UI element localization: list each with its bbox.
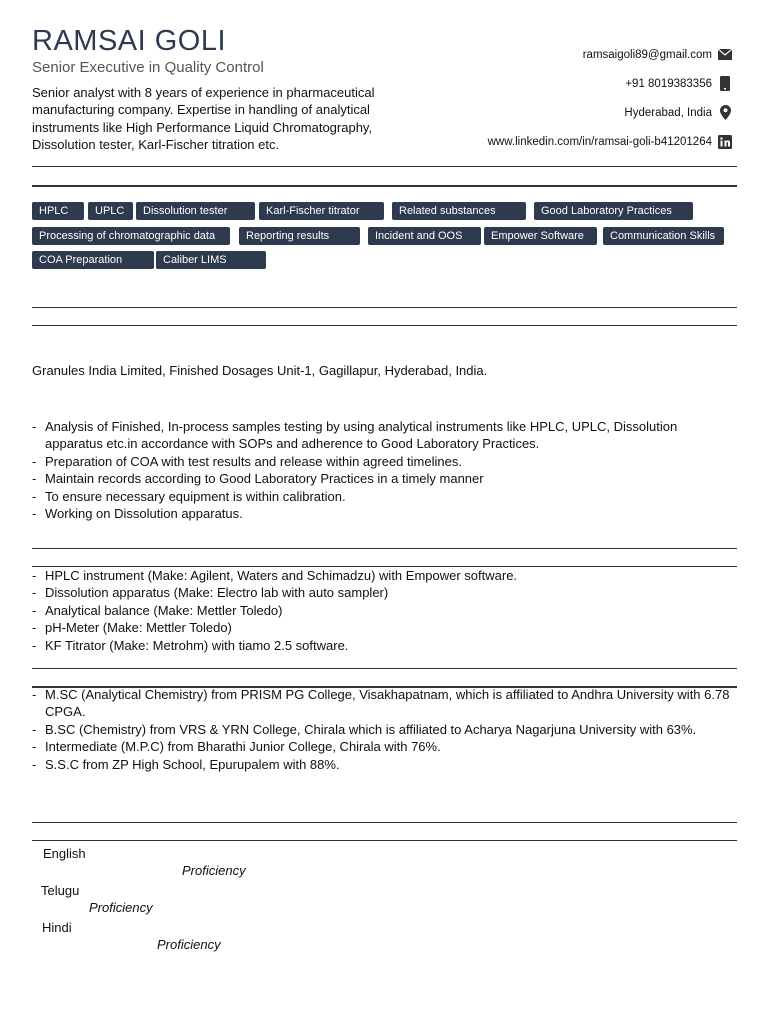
list-item: - S.S.C from ZP High School, Epurupalem with 88%.	[32, 756, 732, 773]
contact-linkedin	[488, 127, 732, 156]
language-level: Proficiency	[89, 900, 153, 915]
section-divider	[32, 668, 737, 669]
envelope-icon	[718, 48, 732, 62]
skill-tag: HPLC	[32, 202, 84, 220]
skill-tag: Empower Software	[484, 227, 597, 245]
section-divider	[32, 840, 737, 841]
language-name: English	[43, 846, 86, 861]
contact-email	[488, 40, 732, 69]
skill-tag: Reporting results	[239, 227, 360, 245]
mobile-phone-icon	[718, 77, 732, 91]
skill-tag: Karl-Fischer titrator	[259, 202, 384, 220]
education-list	[32, 686, 732, 773]
experience-list	[32, 418, 712, 522]
skill-tag: Related substances	[392, 202, 526, 220]
section-divider	[32, 548, 737, 549]
skill-tag: Communication Skills	[603, 227, 724, 245]
skill-tag: Dissolution tester	[136, 202, 255, 220]
contact-phone	[488, 69, 732, 98]
email-text[interactable]: ramsaigoli89@gmail.com	[582, 48, 712, 61]
skill-tag: COA Preparation	[32, 251, 154, 269]
candidate-name: RAMSAI GOLI	[32, 25, 227, 57]
list-item: - HPLC instrument (Make: Agilent, Waters and Schimadzu) with Empower software.	[32, 567, 732, 584]
section-divider	[32, 166, 737, 167]
list-item: - Dissolution apparatus (Make: Electro lab with auto sampler)	[32, 584, 732, 601]
phone-text[interactable]: +91 8019383356	[625, 77, 712, 90]
skill-tag: Processing of chromatographic data	[32, 227, 230, 245]
language-name: Hindi	[42, 920, 72, 935]
skill-tag: UPLC	[88, 202, 133, 220]
language-name: Telugu	[41, 883, 80, 898]
language-level: Proficiency	[157, 937, 221, 952]
list-item: - Preparation of COA with test results and release within agreed timelines.	[32, 453, 712, 470]
list-item: - KF Titrator (Make: Metrohm) with tiamo 2.5 software.	[32, 637, 732, 654]
linkedin-text[interactable]: www.linkedin.com/in/ramsai-goli-b41201264	[487, 135, 712, 148]
list-item: - Analysis of Finished, In-process samples testing by using analytical instruments like HPLC, UPLC, Dissolution apparatus etc.in accordance with SOPs and adherence to Good Laboratory Practices.	[32, 418, 712, 453]
skill-tag: Incident and OOS	[368, 227, 481, 245]
instruments-list	[32, 567, 732, 654]
list-item: - Working on Dissolution apparatus.	[32, 505, 712, 522]
map-pin-icon	[718, 106, 732, 120]
skill-tag: Good Laboratory Practices	[534, 202, 693, 220]
list-item: - Maintain records according to Good Laboratory Practices in a timely manner	[32, 470, 712, 487]
contact-info	[488, 40, 732, 156]
list-item: - M.SC (Analytical Chemistry) from PRISM PG College, Visakhapatnam, which is affiliated to Andhra University with 6.78 CPGA.	[32, 686, 732, 721]
profile-summary: Senior analyst with 8 years of experience in pharmaceutical manufacturing company. Expertise in handling of analytical instruments like High Performance Liquid Chromatography, Dissolution tester, Karl-Fischer titration etc.	[32, 85, 375, 153]
list-item: - B.SC (Chemistry) from VRS & YRN College, Chirala which is affiliated to Acharya Nagarjuna University with 63%.	[32, 721, 732, 738]
list-item: - To ensure necessary equipment is within calibration.	[32, 488, 712, 505]
employer-line: Granules India Limited, Finished Dosages Unit-1, Gagillapur, Hyderabad, India.	[32, 363, 488, 378]
list-item: - pH-Meter (Make: Mettler Toledo)	[32, 619, 732, 636]
section-divider	[32, 185, 737, 187]
list-item: - Analytical balance (Make: Mettler Toledo)	[32, 602, 732, 619]
contact-location	[488, 98, 732, 127]
language-level: Proficiency	[182, 863, 246, 878]
job-title: Senior Executive in Quality Control	[32, 59, 264, 76]
location-text: Hyderabad, India	[624, 106, 712, 119]
section-divider	[32, 307, 737, 308]
skill-tag: Caliber LIMS	[156, 251, 266, 269]
section-divider	[32, 822, 737, 823]
section-divider	[32, 325, 737, 326]
linkedin-icon	[718, 135, 732, 149]
list-item: - Intermediate (M.P.C) from Bharathi Junior College, Chirala with 76%.	[32, 738, 732, 755]
